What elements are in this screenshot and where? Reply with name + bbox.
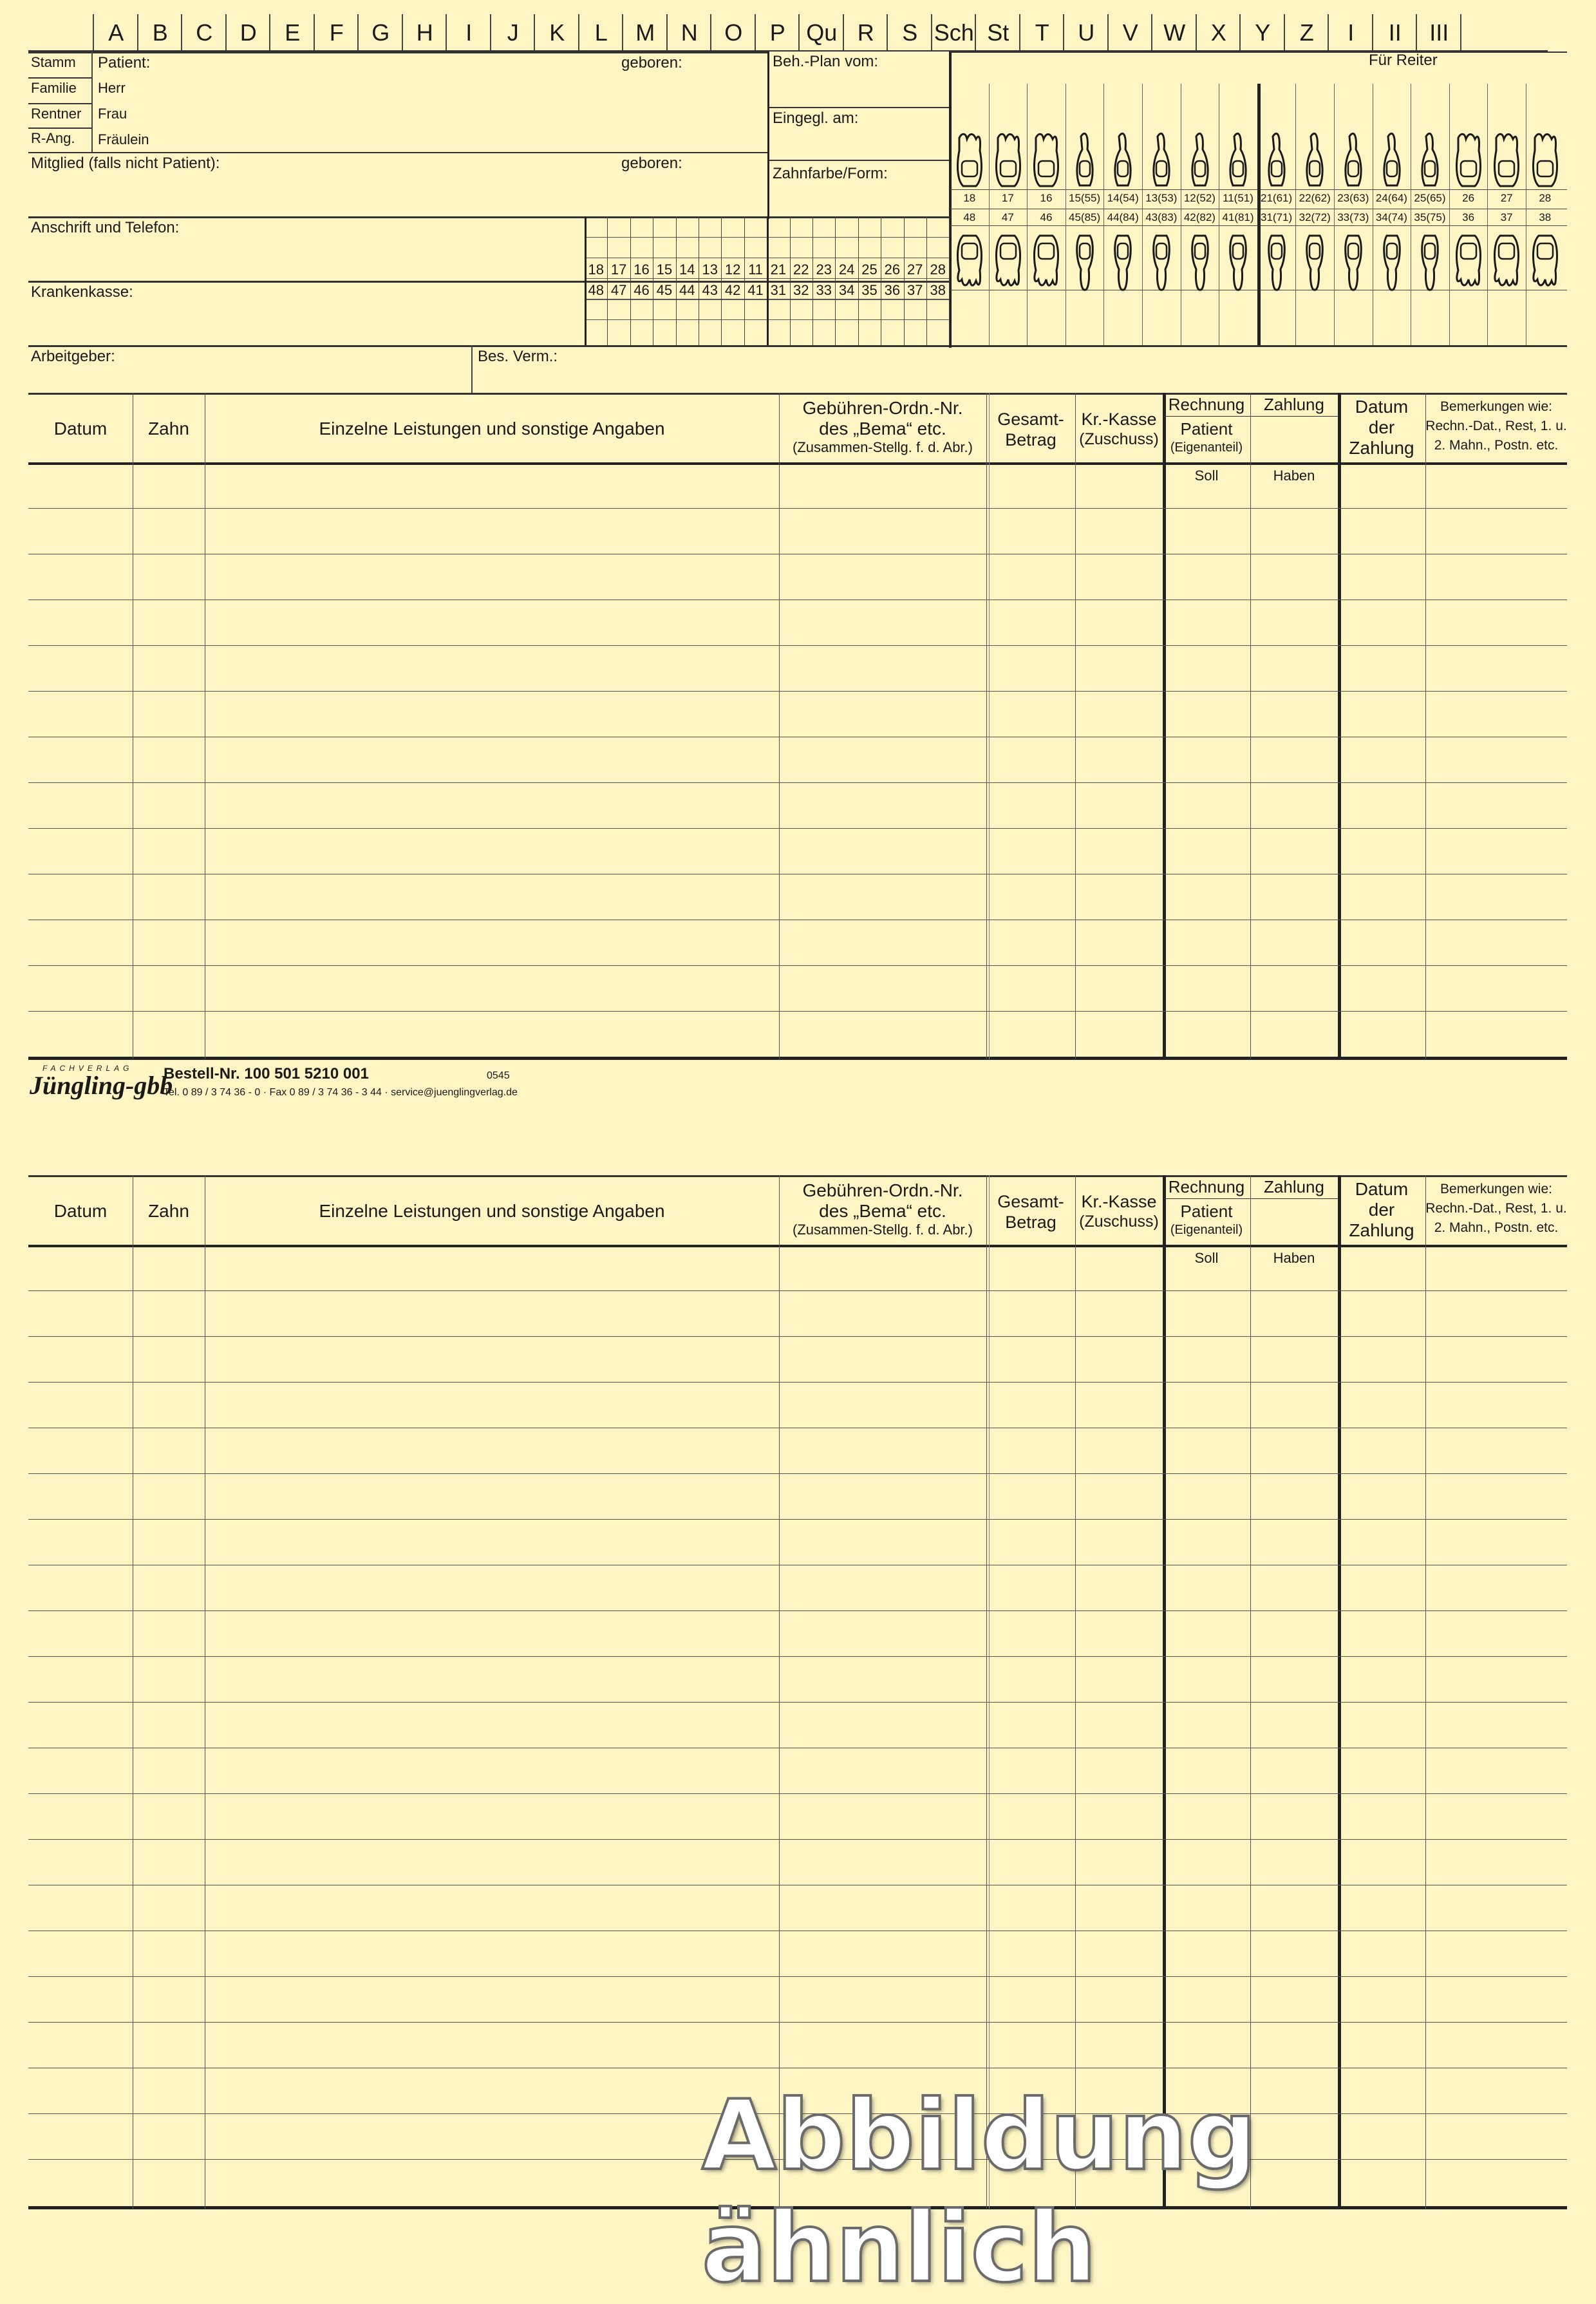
upper-tooth-number: 24(64)	[1375, 192, 1407, 204]
grid-column-line	[904, 216, 905, 345]
table-row-line	[28, 828, 1567, 829]
rentner-label: Rentner	[31, 106, 82, 122]
grid-column-line	[630, 216, 631, 345]
index-tab-21[interactable]: St	[975, 14, 1020, 52]
header-bemerkungen-2: Rechn.-Dat., Rest, 1. u.	[1425, 419, 1567, 433]
lower-tooth-number: 38	[1539, 211, 1552, 223]
index-tab-18[interactable]: R	[843, 14, 888, 52]
table-row-line	[28, 782, 1567, 783]
table-row-line	[28, 1336, 1567, 1337]
index-tab-20[interactable]: Sch	[931, 14, 977, 52]
header-leistungen: Einzelne Leistungen und sonstige Angaben	[319, 1201, 665, 1221]
upper-tooth-number: 15(55)	[1069, 192, 1101, 204]
grid-lower-tooth-number: 47	[610, 282, 627, 298]
header-haben: Haben	[1273, 467, 1315, 484]
table-sub-line	[1163, 416, 1338, 417]
upper-tooth-icon	[1334, 131, 1373, 189]
table-top-line	[28, 393, 1567, 395]
lower-tooth-number: 33(73)	[1337, 211, 1369, 223]
upper-tooth-number: 16	[1040, 192, 1053, 204]
index-tab-25[interactable]: W	[1151, 14, 1197, 52]
upper-tooth-icon	[1295, 131, 1334, 189]
header-datum-zahlung-1: Datum	[1355, 1179, 1409, 1199]
grid-column-line	[721, 216, 722, 345]
table-row-line	[28, 1976, 1567, 1977]
grid-upper-tooth-number: 12	[724, 261, 741, 278]
form-code: 0545	[487, 1070, 510, 1081]
chart-top-line	[950, 52, 1567, 53]
grid-upper-tooth-number: 24	[838, 261, 855, 278]
upper-tooth-number: 13(53)	[1145, 192, 1178, 204]
header-datum-zahlung-3: Zahlung	[1349, 1220, 1414, 1240]
logo-small-text: FACHVERLAG	[42, 1064, 133, 1073]
tooth-chart	[950, 52, 1567, 345]
index-tab-10[interactable]: J	[490, 14, 536, 52]
header-zahn: Zahn	[148, 1201, 189, 1221]
patient-label: Patient:	[98, 54, 151, 71]
grid-column-line	[835, 216, 836, 345]
header-zahn: Zahn	[148, 419, 189, 439]
header-haben: Haben	[1273, 1250, 1315, 1266]
grid-column-line	[676, 216, 677, 345]
table-divider	[986, 1175, 987, 2209]
table-row-line	[28, 1702, 1567, 1703]
geboren-label-2: geboren:	[621, 155, 682, 172]
upper-tooth-icon	[1027, 131, 1066, 189]
header-gesamt-1: Gesamt-	[997, 410, 1064, 429]
grid-lower-tooth-number: 41	[747, 282, 764, 298]
upper-tooth-icon	[1066, 131, 1104, 189]
upper-tooth-icon	[1526, 131, 1564, 189]
grid-upper-tooth-number: 26	[884, 261, 901, 278]
index-tab-29[interactable]: I	[1328, 14, 1373, 52]
table-header-line	[28, 462, 1567, 465]
publisher-footer	[28, 1064, 608, 1109]
table-row-line	[28, 1656, 1567, 1657]
index-tab-24[interactable]: V	[1107, 14, 1153, 52]
upper-tooth-icon	[989, 131, 1028, 189]
upper-tooth-icon	[1219, 131, 1257, 189]
table-divider	[1425, 393, 1426, 1059]
grid-column-line	[767, 216, 769, 345]
order-number: Bestell-Nr. 100 501 5210 001	[164, 1065, 369, 1082]
header-gebuehren-3: (Zusammen-Stellg. f. d. Abr.)	[793, 1222, 973, 1238]
lower-tooth-number: 47	[1001, 211, 1014, 223]
header-patient: Patient	[1180, 1202, 1233, 1221]
mitglied-label: Mitglied (falls nicht Patient):	[31, 155, 220, 172]
index-tab-22[interactable]: T	[1019, 14, 1065, 52]
table-divider-bold	[1338, 1175, 1341, 2209]
upper-tooth-icon	[950, 131, 989, 189]
r-ang-label: R-Ang.	[31, 130, 75, 146]
beh-plan-label: Beh.-Plan vom:	[773, 53, 879, 70]
lower-tooth-number: 46	[1040, 211, 1053, 223]
index-tab-1[interactable]: A	[93, 14, 138, 52]
index-tab-bar	[28, 14, 1548, 52]
grid-lower-tooth-number: 33	[816, 282, 832, 298]
lower-tooth-icon	[1181, 233, 1219, 291]
eingegl-label: Eingegl. am:	[773, 109, 859, 127]
header-leistungen: Einzelne Leistungen und sonstige Angaben	[319, 419, 665, 439]
lower-tooth-number: 41(81)	[1222, 211, 1254, 223]
upper-tooth-icon	[1487, 131, 1526, 189]
lower-tooth-icon	[1334, 233, 1373, 291]
header-gebuehren-3: (Zusammen-Stellg. f. d. Abr.)	[793, 439, 973, 455]
grid-upper-tooth-number: 16	[634, 261, 650, 278]
index-tab-5[interactable]: E	[269, 14, 315, 52]
index-tab-2[interactable]: B	[137, 14, 183, 52]
table-divider	[779, 1175, 780, 2209]
table-header-line	[28, 1245, 1567, 1247]
index-tab-23[interactable]: U	[1063, 14, 1109, 52]
index-tab-6[interactable]: F	[314, 14, 359, 52]
treatment-table-top	[28, 393, 1567, 1059]
header-bemerkungen-1: Bemerkungen wie:	[1440, 399, 1552, 414]
header-bemerkungen-2: Rechn.-Dat., Rest, 1. u.	[1425, 1201, 1567, 1216]
upper-tooth-number: 11(51)	[1223, 192, 1253, 204]
krankenkasse-label: Krankenkasse:	[31, 283, 133, 301]
grid-lower-tooth-number: 31	[770, 282, 787, 298]
lower-tooth-number: 31(71)	[1261, 211, 1293, 223]
lower-tooth-icon	[1257, 233, 1296, 291]
geboren-label-1: geboren:	[621, 54, 682, 71]
grid-lower-tooth-number: 37	[907, 282, 923, 298]
table-divider-bold	[1163, 393, 1166, 1059]
lower-tooth-number: 37	[1500, 211, 1513, 223]
table-row-line	[28, 1382, 1567, 1383]
header-datum-zahlung-2: der	[1368, 417, 1395, 437]
header-zahlung: Zahlung	[1264, 395, 1324, 414]
header-kasse-1: Kr.-Kasse	[1081, 1192, 1157, 1211]
lower-tooth-icon	[1066, 233, 1104, 291]
upper-tooth-icon	[1142, 131, 1181, 189]
arbeitgeber-label: Arbeitgeber:	[31, 348, 115, 365]
table-row-line	[28, 1793, 1567, 1794]
index-tab-17[interactable]: Qu	[798, 14, 844, 52]
header-datum-zahlung-1: Datum	[1355, 397, 1409, 417]
table-row-line	[28, 1290, 1567, 1291]
header-bemerkungen-1: Bemerkungen wie:	[1440, 1182, 1552, 1196]
header-bemerkungen-3: 2. Mahn., Postn. etc.	[1434, 438, 1559, 453]
header-gebuehren-1: Gebühren-Ordn.-Nr.	[802, 398, 963, 418]
grid-upper-tooth-number: 11	[748, 261, 763, 278]
header-rechnung: Rechnung	[1168, 1177, 1245, 1196]
grid-upper-tooth-number: 28	[930, 261, 946, 278]
table-divider-bold	[1163, 1175, 1166, 2209]
header-kasse-1: Kr.-Kasse	[1081, 410, 1157, 429]
grid-lower-tooth-number: 38	[930, 282, 946, 298]
frau-label: Frau	[98, 106, 127, 122]
index-tab-12[interactable]: L	[578, 14, 624, 52]
fraeulein-label: Fräulein	[98, 131, 149, 147]
index-tab-31[interactable]: III	[1416, 14, 1461, 52]
grid-upper-tooth-number: 22	[793, 261, 809, 278]
lower-tooth-icon	[989, 233, 1028, 291]
treatment-table-bottom	[28, 1175, 1567, 2209]
header-patient: Patient	[1180, 419, 1233, 439]
table-row-line	[28, 691, 1567, 692]
table-divider-thin	[989, 1175, 990, 2209]
upper-tooth-icon	[1103, 131, 1142, 189]
publisher-logo: Jüngling-gbb	[30, 1071, 173, 1100]
grid-lower-tooth-number: 35	[861, 282, 878, 298]
index-tab-30[interactable]: II	[1372, 14, 1418, 52]
table-row-line	[28, 1839, 1567, 1840]
header-soll: Soll	[1194, 1250, 1219, 1266]
upper-tooth-icon	[1411, 131, 1449, 189]
header-gesamt-2: Betrag	[1005, 1213, 1056, 1232]
grid-column-line	[585, 216, 587, 345]
table-row-line	[28, 508, 1567, 509]
index-tab-19[interactable]: S	[887, 14, 932, 52]
table-divider	[1425, 1175, 1426, 2209]
upper-tooth-number: 18	[963, 192, 976, 204]
lower-tooth-icon	[1373, 233, 1411, 291]
grid-upper-tooth-number: 27	[907, 261, 923, 278]
table-divider	[1075, 1175, 1076, 2209]
grid-upper-tooth-number: 13	[702, 261, 718, 278]
upper-tooth-number: 12(52)	[1183, 192, 1216, 204]
grid-upper-tooth-number: 18	[588, 261, 604, 278]
familie-label: Familie	[31, 80, 77, 96]
grid-upper-tooth-number: 21	[770, 261, 787, 278]
header-datum: Datum	[53, 1201, 108, 1221]
herr-label: Herr	[98, 80, 126, 96]
table-divider	[1250, 1175, 1251, 2209]
lower-tooth-icon	[1449, 233, 1488, 291]
table-divider-thin	[989, 393, 990, 1059]
upper-tooth-number: 26	[1462, 192, 1475, 204]
table-row-line	[28, 1610, 1567, 1611]
contact-line: Tel. 0 89 / 3 74 36 - 0 · Fax 0 89 / 3 74 36 - 3 44 · service@juenglingverlag.de	[164, 1087, 518, 1098]
header-datum-zahlung-2: der	[1368, 1200, 1395, 1220]
table-divider	[779, 393, 780, 1059]
upper-tooth-number: 25(65)	[1414, 192, 1446, 204]
index-tab-3[interactable]: C	[181, 14, 227, 52]
upper-tooth-number: 23(63)	[1337, 192, 1369, 204]
grid-column-line	[858, 216, 859, 345]
lower-tooth-number: 34(74)	[1375, 211, 1407, 223]
header-bemerkungen-3: 2. Mahn., Postn. etc.	[1434, 1220, 1559, 1235]
header-rechnung: Rechnung	[1168, 395, 1245, 414]
lower-tooth-number: 48	[963, 211, 976, 223]
upper-tooth-number: 17	[1001, 192, 1014, 204]
index-tab-27[interactable]: Y	[1239, 14, 1285, 52]
header-datum-zahlung-3: Zahlung	[1349, 438, 1414, 458]
header-datum: Datum	[53, 419, 108, 439]
grid-upper-tooth-number: 25	[861, 261, 878, 278]
grid-column-line	[926, 216, 927, 345]
stamm-label: Stamm	[31, 54, 76, 70]
lower-tooth-icon	[1526, 233, 1564, 291]
table-divider-bold	[1338, 393, 1341, 1059]
index-tab-4[interactable]: D	[225, 14, 271, 52]
header-eigenanteil: (Eigenanteil)	[1170, 1223, 1243, 1237]
lower-tooth-icon	[1103, 233, 1142, 291]
watermark-text: Abbildung ähnlich	[702, 2080, 1257, 2304]
grid-lower-tooth-number: 48	[588, 282, 604, 298]
header-soll: Soll	[1194, 467, 1219, 484]
table-divider	[986, 393, 987, 1059]
upper-tooth-icon	[1449, 131, 1488, 189]
grid-lower-tooth-number: 36	[884, 282, 901, 298]
header-kasse-2: (Zuschuss)	[1079, 1213, 1159, 1231]
grid-upper-tooth-number: 23	[816, 261, 832, 278]
grid-lower-tooth-number: 34	[838, 282, 855, 298]
grid-upper-tooth-number: 15	[656, 261, 673, 278]
table-row-line	[28, 1011, 1567, 1012]
table-row-line	[28, 965, 1567, 966]
index-tab-7[interactable]: G	[357, 14, 403, 52]
bes-verm-label: Bes. Verm.:	[478, 348, 558, 365]
table-row-line	[28, 1473, 1567, 1474]
table-sub-line	[1163, 1198, 1338, 1199]
index-tab-28[interactable]: Z	[1284, 14, 1329, 52]
lower-tooth-icon	[950, 233, 989, 291]
header-gesamt-2: Betrag	[1005, 430, 1056, 449]
table-divider	[1075, 393, 1076, 1059]
upper-tooth-icon	[1373, 131, 1411, 189]
upper-tooth-number: 22(62)	[1299, 192, 1331, 204]
table-top-line	[28, 1175, 1567, 1177]
lower-tooth-number: 32(72)	[1299, 211, 1331, 223]
grid-upper-tooth-number: 17	[610, 261, 627, 278]
anschrift-label: Anschrift und Telefon:	[31, 219, 180, 236]
header-eigenanteil: (Eigenanteil)	[1170, 440, 1243, 455]
lower-tooth-icon	[1411, 233, 1449, 291]
upper-tooth-icon	[1257, 131, 1296, 189]
upper-tooth-number: 21(61)	[1261, 192, 1293, 204]
upper-tooth-number: 14(54)	[1107, 192, 1139, 204]
lower-tooth-icon	[1027, 233, 1066, 291]
grid-column-line	[812, 216, 813, 345]
fuer-reiter-label: Für Reiter	[1369, 52, 1438, 69]
table-row-line	[28, 645, 1567, 646]
grid-upper-tooth-number: 14	[679, 261, 695, 278]
lower-tooth-number: 35(75)	[1414, 211, 1446, 223]
table-divider	[1250, 393, 1251, 1059]
small-tooth-grid	[585, 216, 949, 345]
lower-tooth-number: 42(82)	[1183, 211, 1216, 223]
lower-tooth-number: 36	[1462, 211, 1475, 223]
header-gebuehren-2: des „Bema“ etc.	[819, 419, 946, 439]
upper-tooth-number: 27	[1500, 192, 1513, 204]
lower-tooth-number: 45(85)	[1069, 211, 1101, 223]
grid-lower-tooth-number: 44	[679, 282, 695, 298]
grid-lower-tooth-number: 46	[634, 282, 650, 298]
index-tab-8[interactable]: H	[402, 14, 447, 52]
lower-tooth-icon	[1295, 233, 1334, 291]
lower-tooth-icon	[1142, 233, 1181, 291]
grid-lower-tooth-number: 42	[724, 282, 741, 298]
grid-lower-tooth-number: 43	[702, 282, 718, 298]
grid-column-line	[744, 216, 745, 345]
header-gesamt-1: Gesamt-	[997, 1192, 1064, 1211]
index-tab-26[interactable]: X	[1196, 14, 1241, 52]
header-kasse-2: (Zuschuss)	[1079, 430, 1159, 448]
index-tab-16[interactable]: P	[755, 14, 800, 52]
header-gebuehren-1: Gebühren-Ordn.-Nr.	[802, 1180, 963, 1200]
header-gebuehren-2: des „Bema“ etc.	[819, 1201, 946, 1221]
zahnfarbe-label: Zahnfarbe/Form:	[773, 165, 888, 182]
header-zahlung: Zahlung	[1264, 1177, 1324, 1196]
lower-tooth-number: 44(84)	[1107, 211, 1139, 223]
upper-tooth-number: 28	[1539, 192, 1552, 204]
index-tab-15[interactable]: O	[710, 14, 756, 52]
index-tab-13[interactable]: M	[622, 14, 668, 52]
lower-tooth-number: 43(83)	[1145, 211, 1178, 223]
table-bottom-line	[28, 1057, 1567, 1060]
grid-column-line	[607, 216, 608, 345]
grid-column-line	[790, 216, 791, 345]
lower-tooth-icon	[1219, 233, 1257, 291]
index-tab-end	[1460, 14, 1462, 52]
index-tab-14[interactable]: N	[666, 14, 712, 52]
grid-lower-tooth-number: 32	[793, 282, 809, 298]
table-row-line	[28, 1519, 1567, 1520]
index-tab-9[interactable]: I	[446, 14, 491, 52]
upper-tooth-icon	[1181, 131, 1219, 189]
grid-lower-tooth-number: 45	[656, 282, 673, 298]
table-row-line	[28, 2022, 1567, 2023]
lower-tooth-icon	[1487, 233, 1526, 291]
index-tab-11[interactable]: K	[534, 14, 579, 52]
